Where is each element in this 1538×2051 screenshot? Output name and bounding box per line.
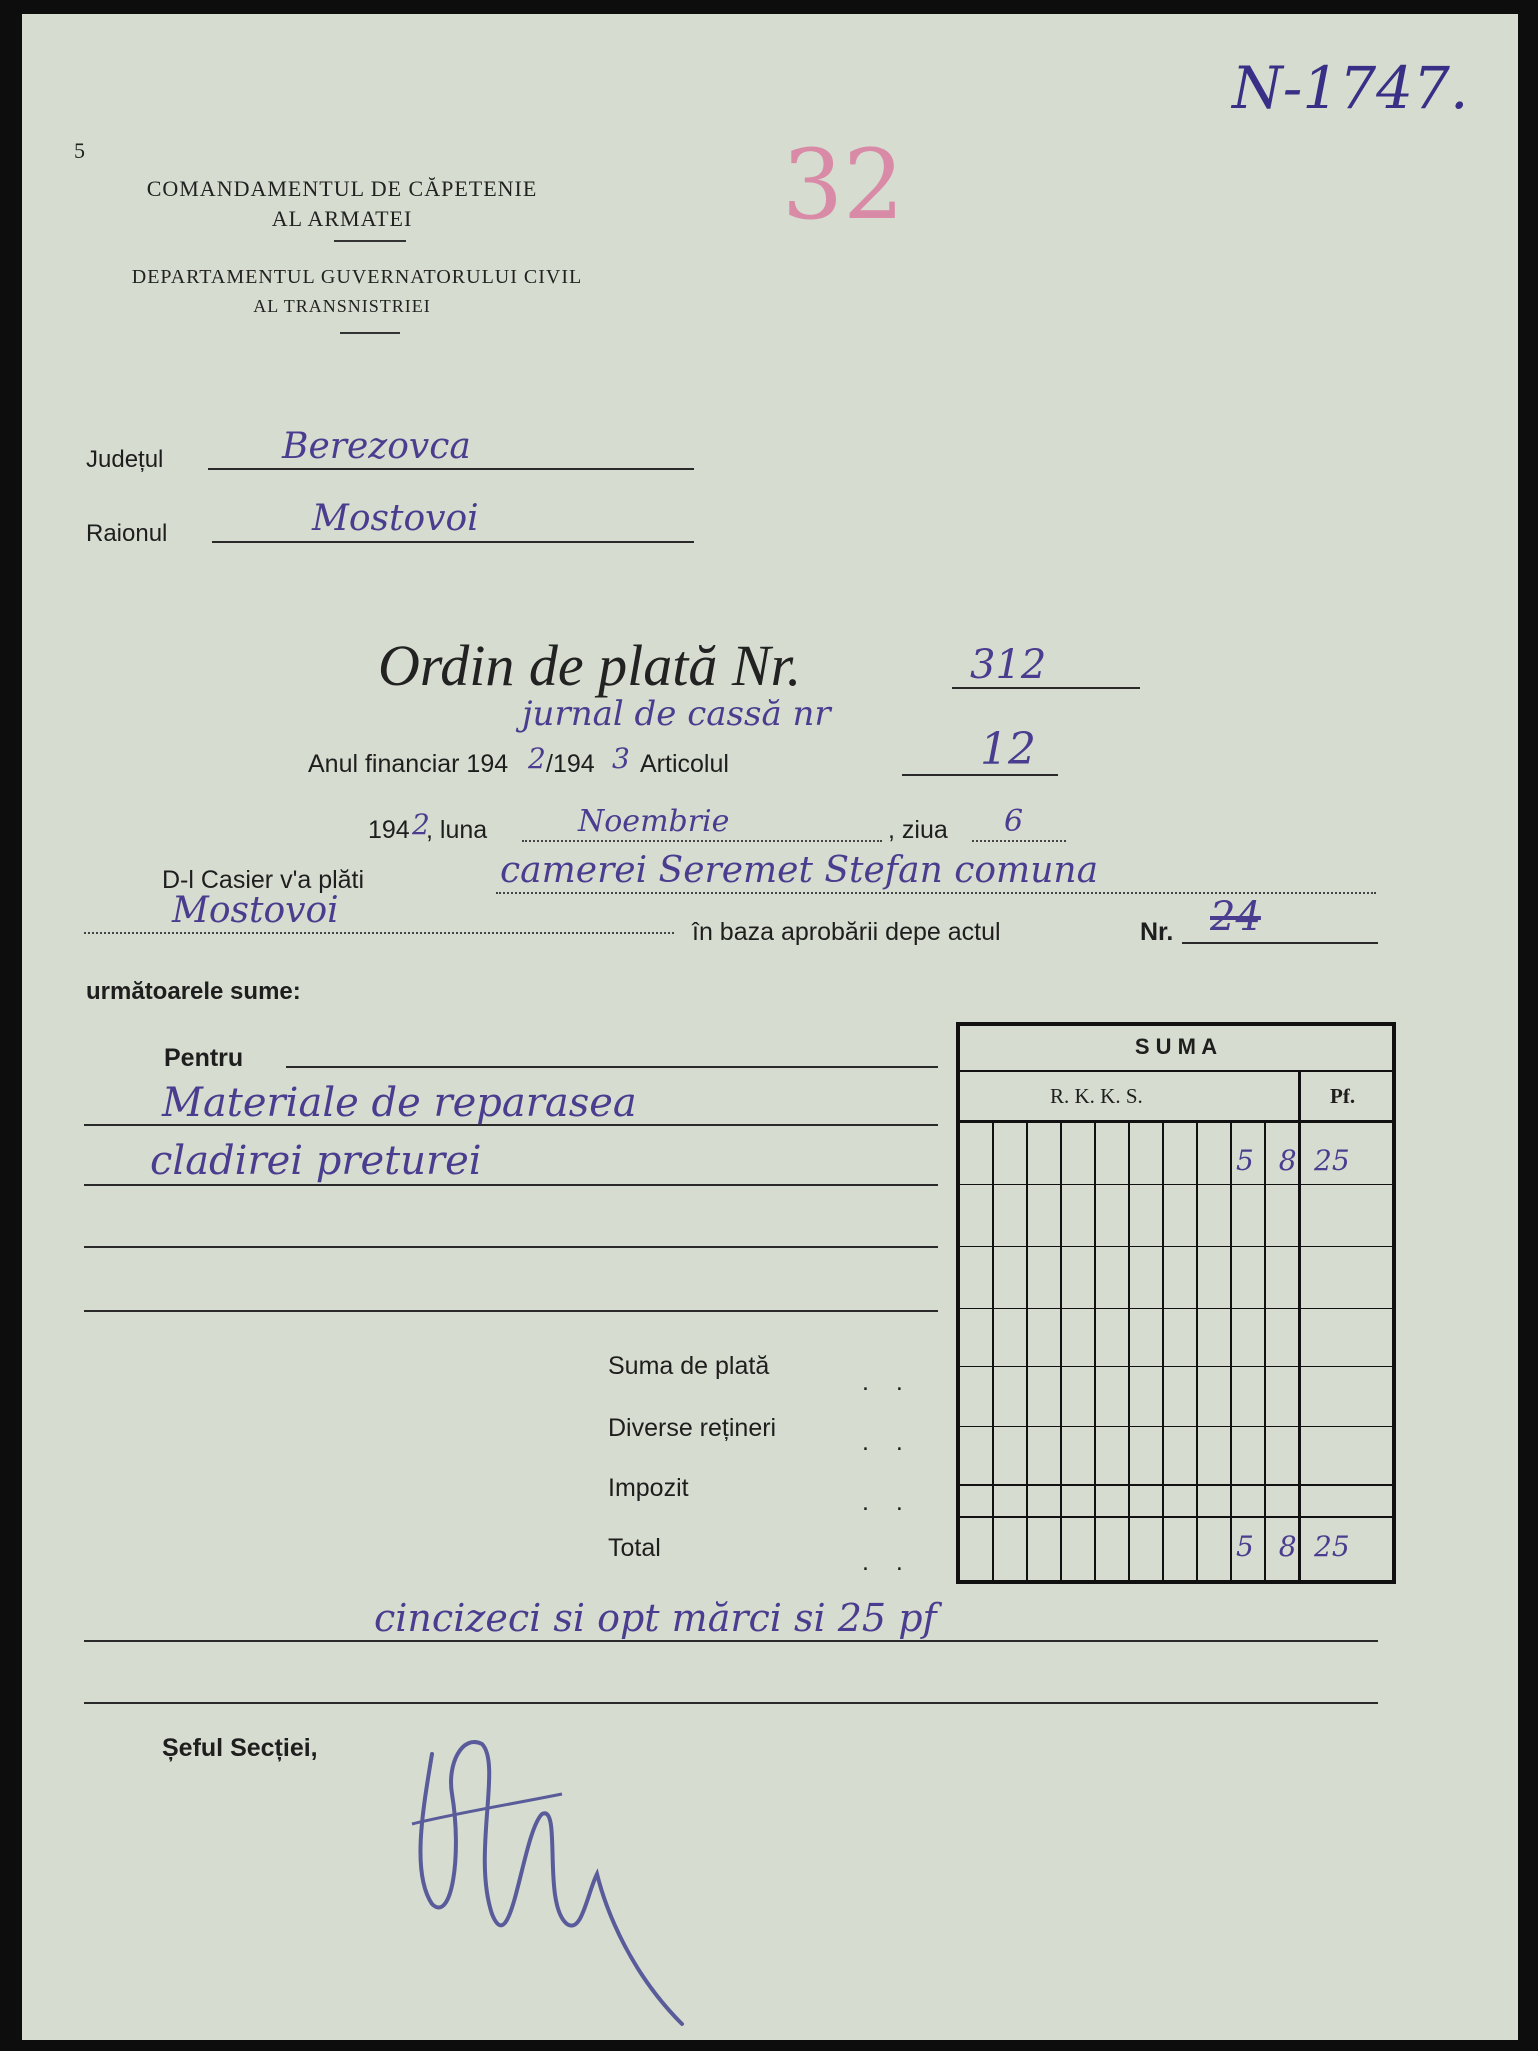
col-line — [1128, 1120, 1130, 1580]
header-line-1: COMANDAMENTUL DE CĂPETENIE — [146, 176, 538, 201]
act-number-line — [1182, 942, 1378, 944]
header-divider-2 — [340, 332, 400, 334]
articol-label: Articolul — [640, 750, 729, 778]
purpose-line-3 — [84, 1246, 938, 1248]
purpose-line-1-text: Materiale de reparasea — [162, 1080, 637, 1126]
header-line-4: AL TRANSNISTRIEI — [253, 296, 431, 316]
col-line — [1162, 1120, 1164, 1580]
judet-value: Berezovca — [282, 426, 471, 467]
diverse-label: Diverse rețineri — [608, 1414, 777, 1442]
header-line-2: AL ARMATEI — [271, 206, 413, 231]
header-divider — [334, 240, 406, 242]
col-line — [1196, 1120, 1198, 1580]
row-line — [960, 1246, 1392, 1247]
sums-label: următoarele sume: — [86, 978, 301, 1005]
payee-line-1-text: camerei Seremet Stefan comuna — [500, 850, 1099, 891]
table-header-divider — [960, 1070, 1392, 1072]
nr-label: Nr. — [1140, 918, 1174, 946]
margin-mark: 5 — [74, 138, 85, 163]
row1-rk: 5 8 — [1236, 1144, 1305, 1177]
row-line — [960, 1516, 1392, 1518]
col-line — [1230, 1120, 1232, 1580]
date-prefix: 194 — [368, 816, 410, 844]
judet-label: Județul — [86, 446, 164, 473]
pentru-label: Pentru — [164, 1044, 244, 1072]
row-line — [960, 1184, 1392, 1185]
document-sheet — [22, 14, 1518, 2040]
journal-note: jurnal de cassă nr — [522, 694, 831, 734]
row-line — [960, 1426, 1392, 1427]
col-line — [1026, 1120, 1028, 1580]
act-number: 24 — [1210, 894, 1261, 940]
financial-sep: /194 — [546, 750, 595, 778]
financial-label: Anul financiar 194 — [308, 750, 509, 778]
row-line — [960, 1308, 1392, 1309]
ziua-value: 6 — [1004, 804, 1024, 839]
purpose-line-4 — [84, 1310, 938, 1312]
luna-line — [522, 840, 882, 842]
col-line — [1060, 1120, 1062, 1580]
date-year: 2 — [412, 808, 430, 841]
table-col-header-divider — [960, 1120, 1392, 1123]
red-number: 32 — [782, 129, 905, 241]
document-number: N-1747. — [1232, 54, 1469, 122]
order-number: 312 — [970, 642, 1047, 688]
impozit-label: Impozit — [608, 1474, 689, 1502]
ziua-line — [972, 840, 1066, 842]
purpose-line-2-text: cladirei preturei — [150, 1138, 482, 1184]
handwritten-signature — [392, 1674, 752, 2034]
financial-year-1: 2 — [528, 742, 546, 775]
luna-label: , luna — [426, 816, 488, 844]
casier-label: D-l Casier v'a plăti — [162, 866, 365, 894]
total-rk: 5 8 — [1236, 1530, 1305, 1563]
total-pf: 25 — [1314, 1530, 1350, 1563]
purpose-line-2 — [84, 1184, 938, 1186]
order-title: Ordin de plată Nr. — [378, 633, 802, 698]
total-label: Total — [608, 1534, 661, 1562]
luna-value: Noembrie — [578, 804, 730, 839]
amount-words: cincizeci si opt mărci si 25 pf — [374, 1596, 937, 1640]
sum-table — [956, 1022, 1396, 1584]
baza-label: în baza aprobării depe actul — [692, 918, 1001, 946]
header-line-3: DEPARTAMENTUL GUVERNATORULUI CIVIL — [131, 266, 583, 288]
row1-pf: 25 — [1314, 1144, 1350, 1177]
col-line — [1264, 1120, 1266, 1580]
row-line — [960, 1366, 1392, 1367]
col-line — [992, 1120, 994, 1580]
financial-year-2: 3 — [612, 742, 630, 775]
judet-line — [208, 468, 694, 470]
amount-words-line — [84, 1640, 1378, 1642]
pentru-line — [286, 1066, 938, 1068]
payee-line-2 — [84, 932, 674, 934]
col-pf: Pf. — [1330, 1084, 1356, 1108]
articol-value: 12 — [980, 724, 1036, 775]
ziua-label: , ziua — [888, 816, 948, 844]
col-rkks: R. K. K. S. — [1050, 1084, 1143, 1108]
summary-dots: . . . . . . . . — [862, 1368, 913, 1576]
raion-label: Raionul — [86, 520, 168, 547]
payee-line-2-text: Mostovoi — [172, 890, 339, 931]
table-header: S U M A — [1134, 1034, 1218, 1059]
suma-label: Suma de plată — [608, 1352, 770, 1380]
signature-label: Șeful Secției, — [162, 1734, 318, 1762]
raion-line — [212, 541, 694, 543]
row-line — [960, 1484, 1392, 1486]
raion-value: Mostovoi — [312, 498, 479, 539]
col-line — [1094, 1120, 1096, 1580]
